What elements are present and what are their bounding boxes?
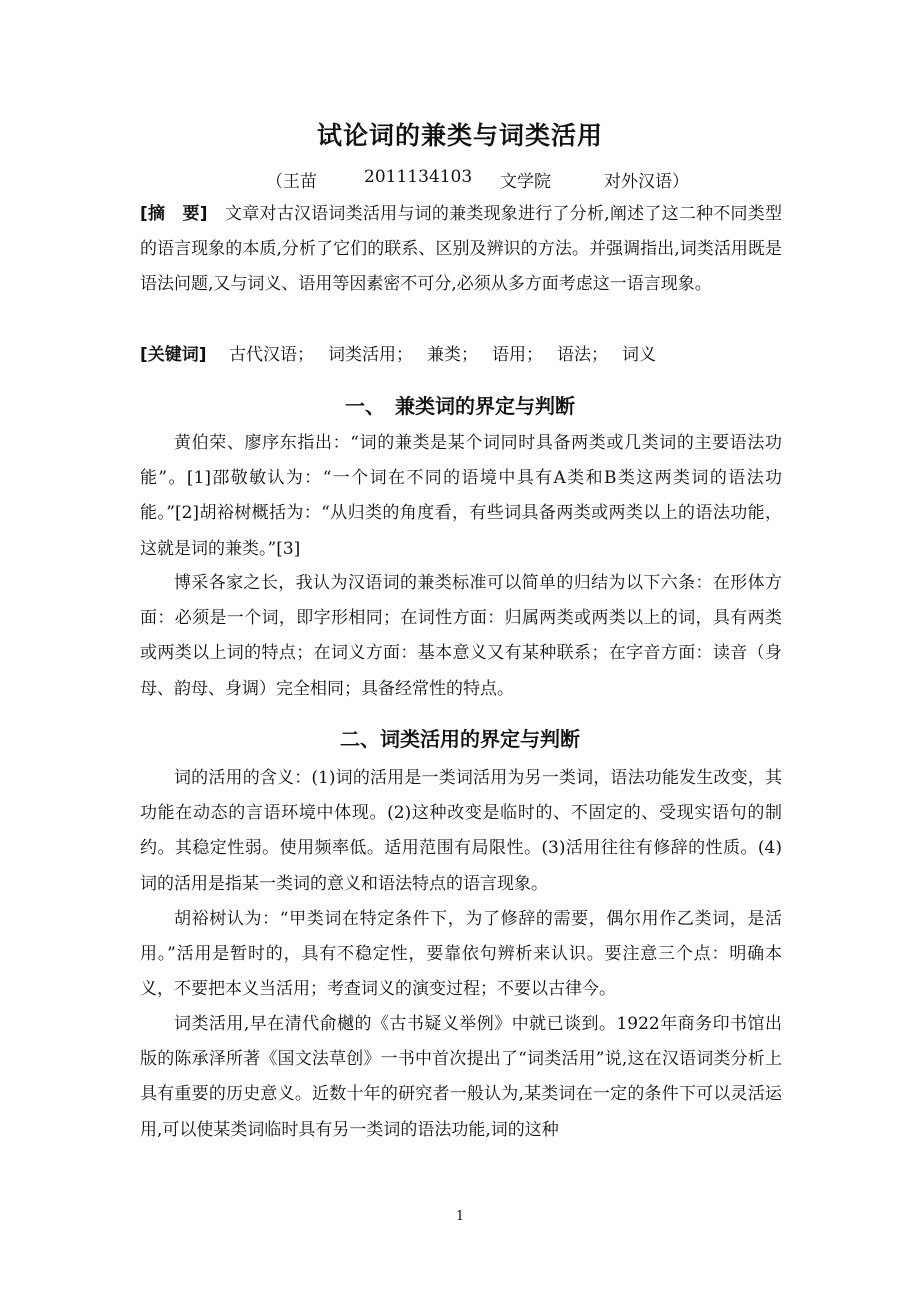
keyword-item: 兼类； — [426, 345, 478, 365]
page-number: 1 — [455, 1209, 465, 1224]
author-name: （王苗 — [266, 172, 317, 192]
paper-title: 试论词的兼类与词类活用 — [316, 121, 603, 150]
keyword-item: 语用； — [491, 345, 543, 365]
keywords-label: [关键词] — [140, 345, 207, 365]
school-name: 文学院 — [500, 172, 551, 192]
section1-paragraph-1: 黄伯荣、廖序东指出：“词的兼类是某个词同时具备两类或几类词的主要语法功能”。[1]邵敬敏认为：“一个词在不同的语境中具有A类和B类这两类词的语法功能。”[2]胡裕树概括为：“从归类的角度看，有些词具备两类或两类以上的语法功能，这就是词的兼类。”[3] — [140, 433, 782, 559]
section1-paragraph-2: 博采各家之长，我认为汉语词的兼类标准可以简单的归结为以下六条：在形体方面：必须是一个词，即字形相同；在词性方面：归属两类或两类以上的词，具有两类或两类以上词的特点；在词义方面：基本意义又有某种联系；在字音方面：读音（身母、韵母、身调）完全相同；具备经常性的特点。 — [140, 573, 782, 699]
abstract-paragraph — [140, 197, 782, 303]
keyword-item: 语法； — [556, 345, 608, 365]
keyword-item: 词类活用； — [327, 345, 413, 365]
section-heading-1: 一、 兼类词的界定与判断 — [345, 394, 575, 418]
abstract-text: 文章对古汉语词类活用与词的兼类现象进行了分析,阐述了这二种不同类型的语言现象的本质,分析了它们的联系、区别及辨识的方法。并强调指出,词类活用既是语法问题,又与词义、语用等因素密不可分,必须从多方面考虑这一语言现象。 — [140, 204, 783, 295]
major-name: 对外汉语） — [604, 172, 689, 192]
author-line — [0, 167, 920, 191]
keywords-paragraph — [140, 338, 782, 373]
keyword-item: 古代汉语； — [228, 345, 314, 365]
section2-paragraph-1: 词的活用的含义：(1)词的活用是一类词活用为另一类词，语法功能发生改变，其功能在动态的言语环境中体现。(2)这种改变是临时的、不固定的、受现实语句的制约。其稳定性弱。使用频率低。适用范围有局限性。(3)活用往往有修辞的性质。(4)词的活用是指某一类词的意义和语法特点的语言现象。 — [140, 768, 782, 894]
student-id: 2011134103 — [364, 167, 473, 187]
section-heading-2: 二、词类活用的界定与判断 — [340, 727, 580, 751]
keyword-item: 词义 — [621, 345, 656, 365]
section2-paragraph-3: 词类活用,早在清代俞樾的《古书疑义举例》中就已谈到。1922年商务印书馆出版的陈承泽所著《国文法草创》一书中首次提出了“词类活用”说,这在汉语词类分析上具有重要的历史意义。近数十年的研究者一般认为,某类词在一定的条件下可以灵活运用,可以使某类词临时具有另一类词的语法功能,词的这种 — [140, 1014, 782, 1140]
abstract-label: [摘 要] — [140, 204, 208, 224]
section2-paragraph-2: 胡裕树认为：“甲类词在特定条件下，为了修辞的需要，偶尔用作乙类词，是活用。”活用是暂时的，具有不稳定性，要靠依句辨析来认识。要注意三个点：明确本义，不要把本义当活用；考查词义的演变过程；不要以古律今。 — [140, 909, 782, 1000]
